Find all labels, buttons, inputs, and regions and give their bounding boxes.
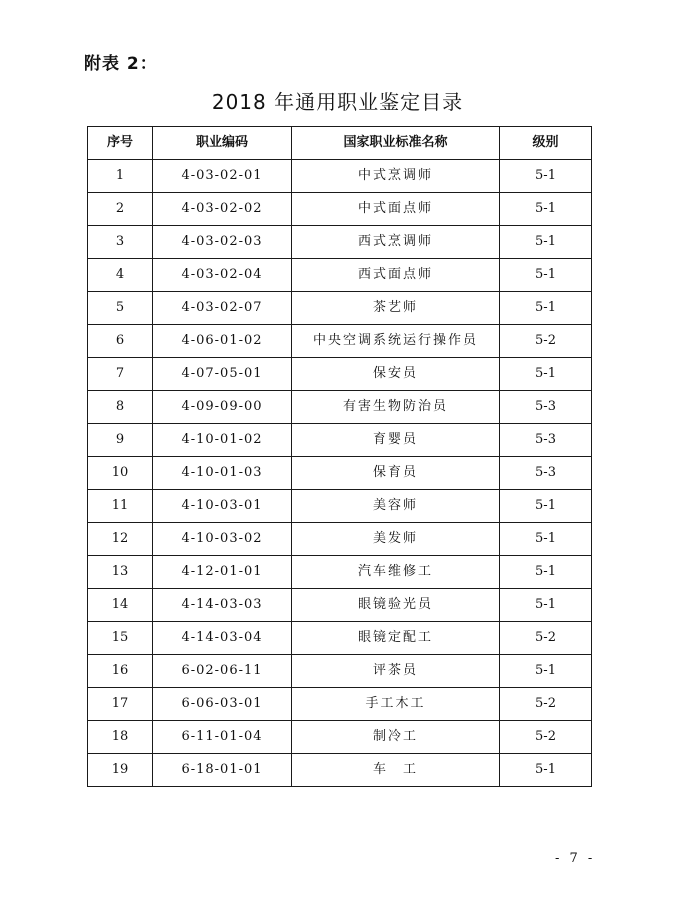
cell-standard-name: 保安员 (292, 358, 500, 391)
cell-standard-name: 中央空调系统运行操作员 (292, 325, 500, 358)
cell-occupation-code: 4-06-01-02 (153, 325, 292, 358)
table-row (88, 259, 592, 292)
cell-occupation-code: 6-11-01-04 (153, 721, 292, 754)
cell-serial-number: 4 (88, 259, 153, 292)
header-occupation-code: 职业编码 (153, 127, 292, 160)
page-number: - 7 - (555, 851, 596, 866)
cell-standard-name: 中式面点师 (292, 193, 500, 226)
cell-level: 5-1 (500, 754, 592, 787)
table-row (88, 589, 592, 622)
cell-level: 5-2 (500, 721, 592, 754)
table-row (88, 193, 592, 226)
cell-serial-number: 15 (88, 622, 153, 655)
cell-serial-number: 16 (88, 655, 153, 688)
cell-occupation-code: 4-10-01-03 (153, 457, 292, 490)
cell-standard-name: 制冷工 (292, 721, 500, 754)
cell-level: 5-1 (500, 160, 592, 193)
cell-serial-number: 18 (88, 721, 153, 754)
cell-serial-number: 8 (88, 391, 153, 424)
table-row (88, 688, 592, 721)
table-row (88, 325, 592, 358)
cell-level: 5-3 (500, 457, 592, 490)
cell-level: 5-1 (500, 556, 592, 589)
cell-standard-name: 汽车维修工 (292, 556, 500, 589)
table-row (88, 754, 592, 787)
cell-serial-number: 7 (88, 358, 153, 391)
table-header (88, 127, 592, 160)
cell-serial-number: 11 (88, 490, 153, 523)
cell-level: 5-1 (500, 259, 592, 292)
header-serial-number: 序号 (88, 127, 153, 160)
cell-level: 5-2 (500, 325, 592, 358)
cell-serial-number: 17 (88, 688, 153, 721)
cell-serial-number: 14 (88, 589, 153, 622)
cell-standard-name: 眼镜验光员 (292, 589, 500, 622)
cell-serial-number: 5 (88, 292, 153, 325)
appendix-label: 附表 2： (84, 54, 158, 74)
table-row (88, 523, 592, 556)
cell-serial-number: 10 (88, 457, 153, 490)
cell-occupation-code: 6-02-06-11 (153, 655, 292, 688)
table-row (88, 391, 592, 424)
cell-serial-number: 13 (88, 556, 153, 589)
cell-standard-name: 中式烹调师 (292, 160, 500, 193)
cell-standard-name: 美发师 (292, 523, 500, 556)
cell-serial-number: 9 (88, 424, 153, 457)
cell-occupation-code: 4-03-02-07 (153, 292, 292, 325)
table-row (88, 622, 592, 655)
cell-level: 5-1 (500, 523, 592, 556)
cell-standard-name: 美容师 (292, 490, 500, 523)
cell-standard-name: 育婴员 (292, 424, 500, 457)
header-level: 级别 (500, 127, 592, 160)
cell-level: 5-1 (500, 358, 592, 391)
cell-serial-number: 6 (88, 325, 153, 358)
cell-standard-name: 手工木工 (292, 688, 500, 721)
cell-serial-number: 3 (88, 226, 153, 259)
cell-occupation-code: 4-03-02-03 (153, 226, 292, 259)
cell-occupation-code: 4-09-09-00 (153, 391, 292, 424)
cell-level: 5-2 (500, 622, 592, 655)
cell-standard-name: 茶艺师 (292, 292, 500, 325)
cell-standard-name: 保育员 (292, 457, 500, 490)
table-body (88, 160, 592, 787)
table-row (88, 358, 592, 391)
cell-occupation-code: 4-12-01-01 (153, 556, 292, 589)
header-standard-name: 国家职业标准名称 (292, 127, 500, 160)
cell-standard-name: 车 工 (292, 754, 500, 787)
table-row (88, 424, 592, 457)
cell-occupation-code: 4-07-05-01 (153, 358, 292, 391)
cell-serial-number: 1 (88, 160, 153, 193)
table-row (88, 292, 592, 325)
table-row (88, 457, 592, 490)
cell-occupation-code: 6-06-03-01 (153, 688, 292, 721)
cell-serial-number: 19 (88, 754, 153, 787)
cell-occupation-code: 4-14-03-03 (153, 589, 292, 622)
cell-level: 5-1 (500, 589, 592, 622)
cell-serial-number: 2 (88, 193, 153, 226)
cell-occupation-code: 4-03-02-01 (153, 160, 292, 193)
table-row (88, 160, 592, 193)
cell-level: 5-2 (500, 688, 592, 721)
cell-level: 5-3 (500, 424, 592, 457)
table-row (88, 655, 592, 688)
cell-occupation-code: 4-14-03-04 (153, 622, 292, 655)
cell-serial-number: 12 (88, 523, 153, 556)
cell-level: 5-1 (500, 490, 592, 523)
document-title: 2018 年通用职业鉴定目录 (211, 90, 464, 114)
cell-level: 5-1 (500, 292, 592, 325)
cell-level: 5-1 (500, 655, 592, 688)
table-row (88, 556, 592, 589)
cell-level: 5-1 (500, 226, 592, 259)
cell-occupation-code: 4-03-02-04 (153, 259, 292, 292)
header-row (88, 127, 592, 160)
cell-standard-name: 评茶员 (292, 655, 500, 688)
table-row (88, 721, 592, 754)
cell-level: 5-1 (500, 193, 592, 226)
cell-standard-name: 西式烹调师 (292, 226, 500, 259)
cell-occupation-code: 4-10-03-02 (153, 523, 292, 556)
cell-occupation-code: 6-18-01-01 (153, 754, 292, 787)
table-row (88, 226, 592, 259)
cell-standard-name: 西式面点师 (292, 259, 500, 292)
cell-standard-name: 有害生物防治员 (292, 391, 500, 424)
cell-standard-name: 眼镜定配工 (292, 622, 500, 655)
cell-occupation-code: 4-10-01-02 (153, 424, 292, 457)
cell-occupation-code: 4-03-02-02 (153, 193, 292, 226)
occupation-catalog-table (87, 126, 592, 787)
table-row (88, 490, 592, 523)
cell-level: 5-3 (500, 391, 592, 424)
cell-occupation-code: 4-10-03-01 (153, 490, 292, 523)
